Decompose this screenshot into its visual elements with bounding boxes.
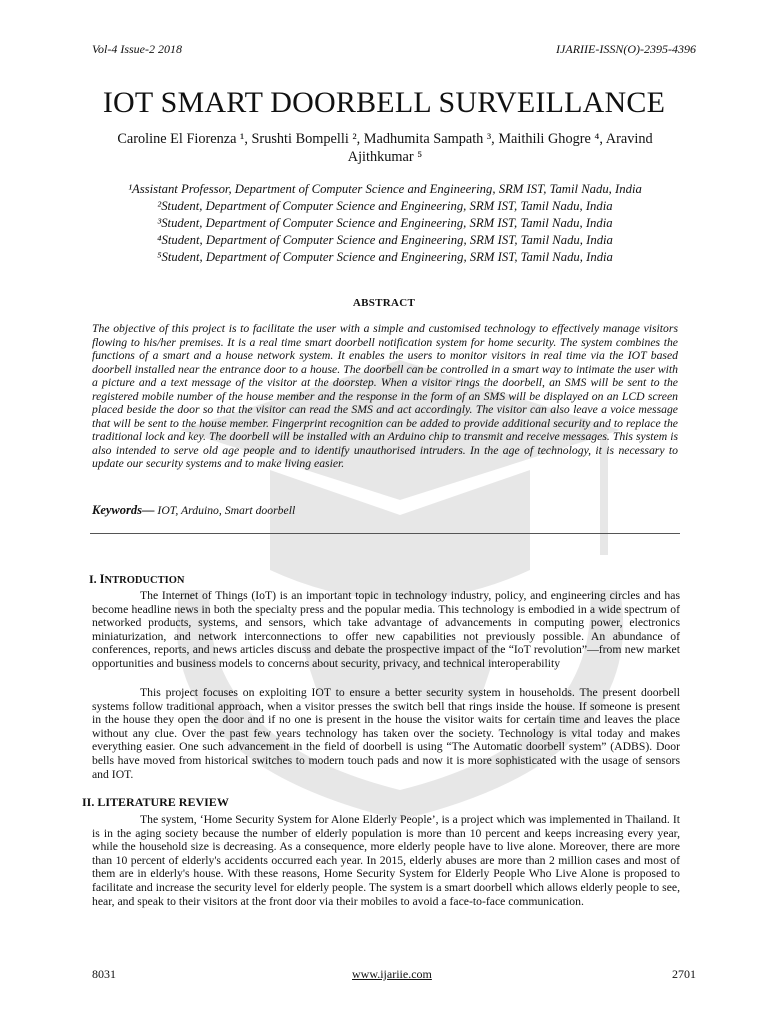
- journal-issn: IJARIIE-ISSN(O)-2395-4396: [556, 42, 696, 56]
- keywords: [92, 503, 295, 518]
- affiliation-list: [60, 181, 710, 266]
- abstract-heading: ABSTRACT: [352, 297, 416, 309]
- affiliation-3: ³Student, Department of Computer Science and Engineering, SRM IST, Tamil Nadu, India: [157, 216, 613, 230]
- abstract-text: The objective of this project is to facilitate the user with a simple and customised technology to effectively manage visitors flowing to his/her premises. It is a real time smart doorbell notification system for home security. The system combines the functions of a smart and a house network system. It enables the users to monitor visitors in real time via the IOT based doorbell installed near the entrance door to a house. The doorbell can be controlled in a smart way to intimate the user with a picture and a text message of the visitor at the doorstep. When a visitor rings the doorbell, an SMS will be sent to the registered mobile number of the house member and the response in the form of an SMS will be displayed on an LCD screen placed beside the door so that the visitor can read the SMS and act accordingly. The visitor can also leave a voice message that will be sent to the house member. Fingerprint recognition can be added to provide additional security and to replace the traditional lock and key. The doorbell will be installed with an Arduino chip to transmit and receive messages. This system is also intended to serve old age people and to identify unauthorised intruders. In the age of technology, it is necessary to update our security systems and to make living easier.: [92, 322, 678, 470]
- footer-page-number: 2701: [672, 967, 696, 981]
- journal-volume-issue: Vol-4 Issue-2 2018: [92, 42, 182, 56]
- introduction-heading-rest: NTRODUCTION: [104, 575, 185, 586]
- author-line-2: Ajithkumar ⁵: [347, 149, 423, 165]
- footer-paper-id: 8031: [92, 967, 116, 981]
- paper-title: IOT SMART DOORBELL SURVEILLANCE: [102, 86, 666, 119]
- affiliation-5: ⁵Student, Department of Computer Science and Engineering, SRM IST, Tamil Nadu, India: [157, 250, 613, 264]
- introduction-heading-initial: I: [99, 572, 105, 586]
- author-line-1: Caroline El Fiorenza ¹, Srushti Bompelli ², Madhumita Sampath ³, Maithili Ghogre ⁴, Aravind: [117, 131, 653, 147]
- introduction-number: I.: [89, 572, 100, 586]
- section-divider: [90, 533, 680, 534]
- introduction-paragraph-2: This project focuses on exploiting IOT to ensure a better security system in households. The present doorbell systems follow traditional approach, when a visitor presses the switch bell that rings inside the house. If someone is present in the house they open the door and if no one is present in the house the visitor waits for certain time and leaves the place without any clue. Over the past few years technology has taken over the society. Technology is vital today and makes everything easier. One such advancement in the field of doorbell is using “The Automatic doorbell system” (ADBS). Door bells have moved from historical switches to modern touch pads and now it is more sophisticated with the usage of sensors and IOT.: [92, 686, 680, 781]
- keywords-label: Keywords—: [92, 503, 155, 517]
- affiliation-1: ¹Assistant Professor, Department of Computer Science and Engineering, SRM IST, Tamil Nadu, India: [128, 182, 642, 196]
- literature-review-paragraph-1: The system, ‘Home Security System for Alone Elderly People’, is a project which was implemented in Thailand. It is in the aging society because the number of elderly population is more than 10 percent and keeps increasing every year, while the household size is decreasing. As a consequence, more elderly people have to live alone. Moreover, there are more than 10 percent of elderly's accidents occurred each year. In 2015, elderly abuses are more than 2 million cases and most of them are in elderly's house. With these reasons, Home Security System for Elderly People Who Live Alone is proposed to facilitate and increase the security level for elderly people. The system is a smart doorbell which allows elderly people to see, hear, and speak to their visitors at the front door via their mobiles to avoid a face-to-face communication.: [92, 813, 680, 908]
- affiliation-4: ⁴Student, Department of Computer Science and Engineering, SRM IST, Tamil Nadu, India: [157, 233, 613, 247]
- introduction-paragraph-1: The Internet of Things (IoT) is an important topic in technology industry, policy, and engineering circles and has become headline news in both the specialty press and the popular media. This technology is embodied in a wide spectrum of networked products, systems, and sensors, which take advantage of advancements in computing power, electronics miniaturization, and network interconnections to offer new capabilities not previously possible. An abundance of conferences, reports, and news articles discuss and debate the prospective impact of the “IoT revolution”—from new market opportunities and business models to concerns about security, privacy, and technical interoperability: [92, 589, 680, 670]
- footer-website-link[interactable]: www.ijariie.com: [352, 967, 432, 981]
- affiliation-2: ²Student, Department of Computer Science and Engineering, SRM IST, Tamil Nadu, India: [157, 199, 613, 213]
- keywords-value: IOT, Arduino, Smart doorbell: [154, 504, 296, 517]
- literature-review-heading: II. LITERATURE REVIEW: [82, 795, 229, 809]
- introduction-heading: [89, 572, 184, 587]
- author-list: [80, 130, 690, 166]
